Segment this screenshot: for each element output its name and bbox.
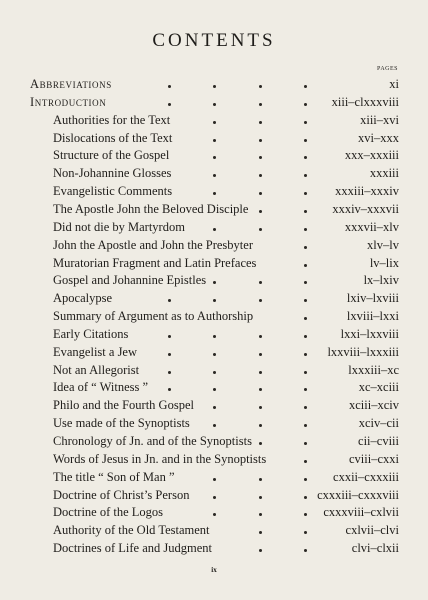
toc-entry-pages: lxiv–lxviii — [346, 291, 399, 306]
leader-dot — [304, 281, 307, 284]
leader-dot — [304, 478, 307, 481]
toc-entry-title: Authorities for the Text — [53, 112, 171, 127]
leader-dot — [213, 139, 216, 142]
leader-dot — [213, 192, 216, 195]
leader-dot — [259, 299, 262, 302]
leader-dot — [304, 513, 307, 516]
leader-dot — [259, 174, 262, 177]
toc-entry-pages: xxxiii — [369, 166, 399, 181]
leader-dot — [213, 121, 216, 124]
toc-entry-pages: xc–xciii — [358, 380, 399, 395]
toc-entry — [0, 450, 428, 468]
leader-dot — [259, 406, 262, 409]
leader-dot — [304, 174, 307, 177]
leader-dot — [304, 317, 307, 320]
leader-dot — [259, 371, 262, 374]
toc-entry — [0, 307, 428, 325]
leader-dot — [213, 371, 216, 374]
toc-entry-title: Chronology of Jn. and of the Synoptists — [53, 434, 252, 448]
leader-dot — [259, 139, 262, 142]
toc-entry-title: Early Citations — [53, 326, 129, 341]
leader-dot — [168, 299, 171, 302]
leader-dot — [304, 121, 307, 124]
leader-dot — [259, 85, 262, 88]
leader-dot — [259, 281, 262, 284]
leader-dot — [304, 388, 307, 391]
leader-dot — [304, 192, 307, 195]
toc-entry-title: Evangelist a Jew — [53, 344, 138, 359]
leader-dot — [168, 85, 171, 88]
leader-dot — [213, 335, 216, 338]
leader-dots — [0, 75, 428, 93]
toc-entry-title: Evangelistic Comments — [53, 184, 173, 199]
leader-dot — [304, 442, 307, 445]
leader-dot — [259, 335, 262, 338]
toc-entry-pages: xi — [389, 77, 399, 91]
toc-entry — [0, 254, 428, 272]
toc-entry — [0, 236, 428, 254]
toc-entry-title: Did not die by Martyrdom — [53, 219, 185, 234]
leader-dot — [259, 192, 262, 195]
leader-dot — [304, 85, 307, 88]
toc-entry — [0, 361, 428, 379]
toc-entry-title: Doctrine of Christ’s Person — [53, 487, 190, 502]
toc-entry — [0, 325, 428, 343]
toc-entry — [0, 378, 428, 396]
toc-entry-pages: cxlvii–clvi — [345, 523, 399, 538]
toc-entry-title: Philo and the Fourth Gospel — [53, 398, 194, 413]
toc-entry — [0, 200, 428, 218]
toc-entry-pages: cxxii–cxxxiii — [333, 469, 399, 484]
leader-dot — [168, 103, 171, 106]
toc-entry-pages: lxxxiii–xc — [348, 362, 399, 377]
leader-dots — [0, 164, 428, 182]
leader-dots — [0, 236, 428, 254]
leader-dot — [213, 174, 216, 177]
toc-entry-title: Apocalypse — [53, 291, 113, 306]
toc-entry-pages: xciv–cii — [358, 416, 399, 431]
toc-entry — [0, 432, 428, 450]
toc-entry-title: Doctrine of the Logos — [53, 505, 164, 520]
leader-dot — [304, 549, 307, 552]
leader-dot — [259, 156, 262, 159]
leader-dot — [213, 478, 216, 481]
toc-entry — [0, 146, 428, 164]
leader-dot — [304, 264, 307, 267]
toc-entry-title: Words of Jesus in Jn. and in the Synoptists — [53, 451, 267, 466]
leader-dot — [304, 335, 307, 338]
leader-dot — [213, 513, 216, 516]
toc-entry — [0, 182, 428, 200]
toc-entry-pages: cxxxviii–cxlvii — [323, 505, 399, 520]
toc-entry-title: The Apostle John the Beloved Disciple — [53, 201, 249, 216]
toc-entry — [0, 93, 428, 111]
leader-dot — [304, 156, 307, 159]
leader-dot — [304, 424, 307, 427]
toc-entry — [0, 129, 428, 147]
leader-dot — [213, 299, 216, 302]
leader-dot — [259, 103, 262, 106]
toc-entry-pages: lx–lxiv — [363, 273, 399, 288]
toc-entry-pages: xciii–xciv — [349, 398, 399, 413]
toc-entry-pages: xxxiii–xxxiv — [335, 184, 399, 199]
leader-dot — [213, 424, 216, 427]
toc-entry — [0, 539, 428, 557]
toc-entry-pages: xxxvii–xlv — [344, 219, 399, 234]
leader-dot — [304, 103, 307, 106]
pages-column-label: PAGES — [377, 66, 398, 72]
toc-entry — [0, 218, 428, 236]
toc-entry — [0, 289, 428, 307]
leader-dot — [304, 299, 307, 302]
leader-dots — [0, 254, 428, 272]
toc-entry — [0, 164, 428, 182]
toc-entry — [0, 343, 428, 361]
leader-dot — [213, 353, 216, 356]
toc-entry-pages: xiii–xvi — [360, 112, 399, 127]
leader-dot — [213, 228, 216, 231]
leader-dot — [213, 281, 216, 284]
leader-dot — [304, 406, 307, 409]
page-number: ix — [211, 566, 217, 574]
leader-dot — [168, 335, 171, 338]
toc-entry-title: Non-Johannine Glosses — [53, 166, 172, 181]
toc-entry — [0, 271, 428, 289]
leader-dot — [259, 228, 262, 231]
leader-dot — [304, 210, 307, 213]
leader-dot — [304, 496, 307, 499]
leader-dot — [168, 353, 171, 356]
leader-dot — [213, 388, 216, 391]
toc-entry — [0, 111, 428, 129]
toc-entry-pages: xxx–xxxiii — [344, 148, 399, 163]
toc-entry-pages: xlv–lv — [367, 237, 399, 252]
toc-entry-pages: cii–cviii — [358, 434, 399, 448]
leader-dot — [304, 246, 307, 249]
toc-entry — [0, 75, 428, 93]
leader-dot — [304, 460, 307, 463]
leader-dot — [259, 442, 262, 445]
toc-entry-title: Structure of the Gospel — [53, 148, 170, 163]
toc-entry-pages: xvi–xxx — [358, 130, 399, 145]
leader-dot — [213, 496, 216, 499]
leader-dot — [259, 478, 262, 481]
leader-dot — [304, 353, 307, 356]
leader-dot — [259, 388, 262, 391]
leader-dot — [213, 156, 216, 159]
leader-dot — [259, 531, 262, 534]
toc-entry-title: Use made of the Synoptists — [53, 416, 190, 431]
toc-entry — [0, 414, 428, 432]
toc-entry-title: Muratorian Fragment and Latin Prefaces — [53, 255, 257, 270]
toc-entry-pages: cviii–cxxi — [349, 451, 399, 466]
toc-entry-title: The title “ Son of Man ” — [53, 469, 175, 484]
leader-dot — [259, 513, 262, 516]
toc-entry-pages: cxxxiii–cxxxviii — [317, 487, 399, 502]
toc-entry-title: Idea of “ Witness ” — [53, 380, 149, 395]
leader-dot — [304, 371, 307, 374]
toc-entry — [0, 486, 428, 504]
toc-entry-pages: lv–lix — [369, 255, 399, 270]
leader-dot — [259, 121, 262, 124]
toc-entry-title: John the Apostle and John the Presbyter — [53, 237, 253, 252]
leader-dot — [304, 228, 307, 231]
toc-entry-title: Introduction — [30, 94, 107, 109]
toc-entry-pages: xxxiv–xxxvii — [332, 201, 399, 216]
toc-entry-title: Summary of Argument as to Authorship — [53, 309, 254, 324]
page-title: CONTENTS — [152, 30, 276, 51]
toc-entry — [0, 468, 428, 486]
leader-dot — [259, 210, 262, 213]
toc-entry-pages: clvi–clxii — [351, 541, 399, 556]
leader-dot — [168, 388, 171, 391]
toc-entry-pages: lxxviii–lxxxiii — [327, 344, 399, 359]
leader-dot — [168, 371, 171, 374]
toc-entry-title: Gospel and Johannine Epistles — [53, 273, 207, 288]
leader-dot — [213, 103, 216, 106]
leader-dot — [259, 496, 262, 499]
toc-entry-title: Dislocations of the Text — [53, 130, 173, 145]
toc-entry-pages: lxxi–lxxviii — [340, 326, 399, 341]
leader-dot — [259, 424, 262, 427]
leader-dot — [259, 549, 262, 552]
leader-dot — [304, 531, 307, 534]
toc-entry-title: Authority of the Old Testament — [53, 523, 210, 538]
toc-entry — [0, 503, 428, 521]
toc-entry-title: Abbreviations — [30, 77, 112, 91]
leader-dot — [304, 139, 307, 142]
leader-dot — [213, 85, 216, 88]
leader-dot — [259, 353, 262, 356]
toc-entry-title: Not an Allegorist — [53, 362, 140, 377]
toc-entry — [0, 396, 428, 414]
toc-entry-pages: lxviii–lxxi — [346, 309, 399, 324]
toc-entry — [0, 521, 428, 539]
toc-entry-title: Doctrines of Life and Judgment — [53, 541, 212, 556]
toc-entry-pages: xiii–clxxxviii — [331, 94, 399, 109]
leader-dot — [213, 406, 216, 409]
